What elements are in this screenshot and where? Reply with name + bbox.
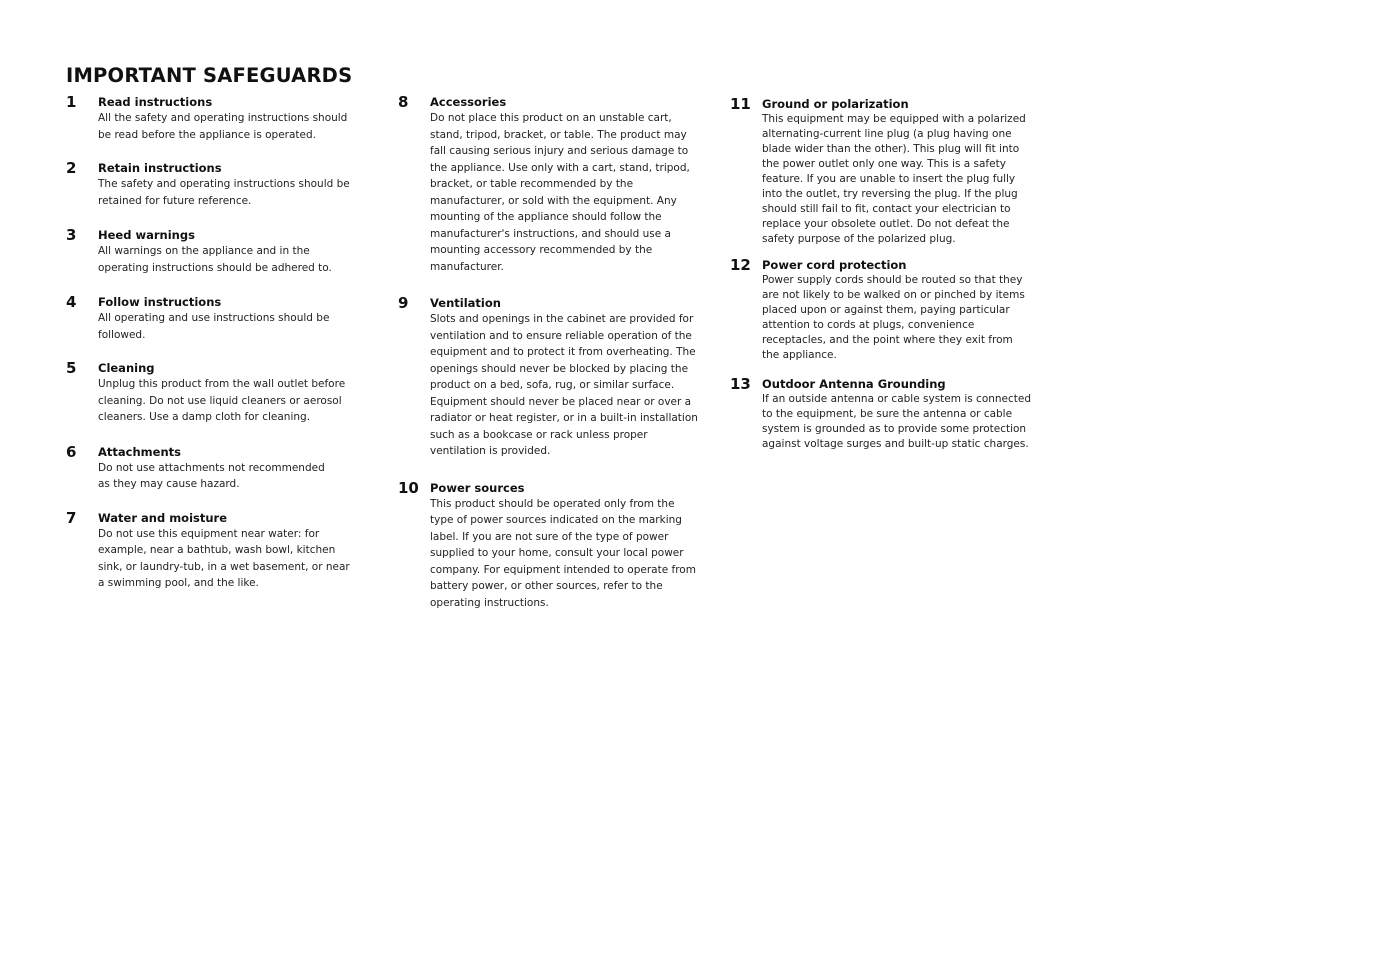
item-number: 13: [730, 375, 751, 393]
item-text-line: cleaners. Use a damp cloth for cleaning.: [98, 411, 311, 423]
item-text-line: a swimming pool, and the like.: [98, 577, 259, 589]
item-text-line: Unplug this product from the wall outlet before: [98, 378, 346, 390]
item-text-line: system is grounded as to provide some protection: [762, 423, 1027, 435]
safeguard-item: [66, 360, 356, 426]
item-number: 11: [730, 95, 751, 113]
item-text-line: receptacles, and the point where they exit from: [762, 334, 1013, 346]
item-text-line: This product should be operated only from the: [430, 497, 675, 510]
safeguard-item: [730, 257, 1030, 363]
item-text-line: blade wider than the other). This plug will fit into: [762, 143, 1020, 155]
item-text: [762, 273, 1030, 363]
item-heading: Heed warnings: [98, 228, 195, 242]
item-number: 4: [66, 293, 77, 311]
item-text-line: Do not place this product on an unstable cart,: [430, 112, 672, 124]
item-text-line: followed.: [98, 328, 146, 341]
item-text-line: manufacturer's instructions, and should use a: [430, 227, 671, 240]
item-text-line: operating instructions.: [430, 596, 549, 609]
item-number: 5: [66, 359, 77, 377]
item-text: [430, 311, 698, 460]
item-text-line: to the equipment, be sure the antenna or cable: [762, 408, 1013, 420]
safeguard-item: [66, 94, 356, 143]
item-text-line: fall causing serious injury and serious damage to: [430, 145, 689, 157]
item-text-line: the appliance. Use only with a cart, stand, tripod,: [430, 161, 690, 174]
item-text-line: Equipment should never be placed near or over a: [430, 395, 692, 408]
item-text-line: are not likely to be walked on or pinched by items: [762, 289, 1025, 301]
item-text-line: mounting of the appliance should follow the: [430, 211, 662, 223]
item-text-line: openings should never be blocked by placing the: [430, 362, 689, 375]
item-text-line: into the outlet, try reversing the plug. If the plug: [762, 188, 1018, 200]
safeguard-item: [66, 160, 356, 209]
item-text-line: stand, tripod, bracket, or table. The product may: [430, 128, 687, 141]
item-text-line: the power outlet only one way. This is a safety: [762, 158, 1006, 170]
safeguard-item: [398, 480, 698, 612]
item-number: 10: [398, 478, 419, 497]
safeguard-item: [398, 295, 698, 460]
item-number: 8: [398, 93, 409, 111]
safeguard-item: [398, 94, 698, 275]
item-text-line: manufacturer, or sold with the equipment. Any: [430, 194, 677, 207]
item-text-line: be read before the appliance is operated.: [98, 128, 317, 141]
item-number: 6: [66, 442, 77, 461]
item-text-line: Slots and openings in the cabinet are provided for: [430, 313, 694, 325]
item-text-line: the appliance.: [762, 349, 837, 361]
item-text-line: should still fail to fit, contact your electrician to: [762, 203, 1011, 215]
item-text-line: The safety and operating instructions should be: [98, 178, 350, 190]
item-text-line: Power supply cords should be routed so that they: [762, 274, 1023, 286]
item-heading: Retain instructions: [98, 161, 222, 175]
item-text-line: All the safety and operating instructions should: [98, 112, 348, 124]
item-text-line: against voltage surges and built-up static charges.: [762, 438, 1029, 450]
item-heading: Cleaning: [98, 361, 155, 375]
item-text-line: All operating and use instructions should be: [98, 312, 330, 324]
item-text-line: placed upon or against them, paying particular: [762, 304, 1010, 316]
item-heading: Outdoor Antenna Grounding: [762, 377, 946, 391]
item-text-line: company. For equipment intended to operate from: [430, 563, 696, 576]
item-text: [430, 110, 698, 275]
item-text-line: type of power sources indicated on the marking: [430, 514, 682, 526]
item-text-line: Do not use this equipment near water: for: [98, 527, 320, 540]
item-text-line: All warnings on the appliance and in the: [98, 245, 310, 257]
item-text-line: This equipment may be equipped with a polarized: [762, 113, 1026, 125]
item-number: 3: [66, 226, 77, 244]
item-text-line: operating instructions should be adhered to.: [98, 261, 332, 274]
item-heading: Ventilation: [430, 296, 501, 310]
item-text: [762, 392, 1030, 452]
item-text-line: retained for future reference.: [98, 194, 252, 207]
item-text-line: attention to cords at plugs, convenience: [762, 319, 975, 331]
item-text-line: ventilation and to ensure reliable operation of the: [430, 329, 692, 342]
item-number: 7: [66, 508, 77, 527]
item-text-line: example, near a bathtub, wash bowl, kitchen: [98, 544, 336, 556]
safeguards-column-3: [730, 96, 1030, 452]
item-text-line: cleaning. Do not use liquid cleaners or aerosol: [98, 394, 342, 407]
safeguard-item: [730, 96, 1030, 247]
item-text-line: alternating-current line plug (a plug having one: [762, 128, 1012, 140]
safeguard-item: [66, 294, 356, 343]
safeguard-item: [66, 444, 356, 493]
safeguards-column-2: [398, 94, 698, 611]
item-text: [98, 176, 356, 209]
item-text-line: safety purpose of the polarized plug.: [762, 233, 956, 245]
item-text-line: as they may cause hazard.: [98, 478, 240, 490]
item-heading: Power cord protection: [762, 258, 907, 272]
item-number: 9: [398, 294, 409, 312]
item-heading: Attachments: [98, 444, 181, 459]
item-heading: Accessories: [430, 95, 507, 109]
item-number: 2: [66, 159, 77, 177]
item-text-line: bracket, or table recommended by the: [430, 178, 634, 190]
item-text: [98, 376, 356, 426]
item-number: 12: [730, 256, 751, 274]
item-text: [98, 110, 356, 143]
item-text: [98, 526, 356, 592]
item-heading: Power sources: [430, 480, 525, 495]
item-text-line: mounting accessory recommended by the: [430, 244, 653, 256]
safeguard-item: [66, 510, 356, 592]
item-text-line: radiator or heat register, or in a built-in installation: [430, 412, 698, 424]
item-heading: Read instructions: [98, 95, 213, 109]
item-heading: Water and moisture: [98, 510, 228, 525]
item-text: [98, 243, 356, 276]
item-heading: Follow instructions: [98, 295, 222, 309]
item-text: [762, 112, 1030, 247]
item-text: [98, 460, 356, 493]
item-text-line: equipment and to protect it from overheating. The: [430, 346, 696, 358]
item-text-line: If an outside antenna or cable system is connected: [762, 393, 1032, 405]
item-text-line: product on a bed, sofa, rug, or similar surface.: [430, 379, 675, 391]
item-text-line: label. If you are not sure of the type of power: [430, 530, 669, 543]
item-number: 1: [66, 93, 77, 111]
item-text-line: Do not use attachments not recommended: [98, 461, 325, 474]
item-text: [430, 496, 698, 612]
safeguard-item: [66, 227, 356, 276]
item-text-line: ventilation is provided.: [430, 445, 551, 457]
item-text-line: manufacturer.: [430, 260, 504, 273]
item-heading: Ground or polarization: [762, 97, 909, 111]
item-text-line: supplied to your home, consult your local power: [430, 547, 684, 559]
safeguard-item: [730, 376, 1030, 452]
page-title: IMPORTANT SAFEGUARDS: [66, 64, 353, 87]
item-text: [98, 310, 356, 343]
item-text-line: sink, or laundry-tub, in a wet basement, or near: [98, 560, 350, 573]
item-text-line: feature. If you are unable to insert the plug fully: [762, 173, 1016, 185]
item-text-line: replace your obsolete outlet. Do not defeat the: [762, 218, 1010, 230]
item-text-line: battery power, or other sources, refer to the: [430, 580, 663, 592]
item-text-line: such as a bookcase or rack unless proper: [430, 428, 648, 441]
safeguards-column-1: [66, 94, 356, 592]
